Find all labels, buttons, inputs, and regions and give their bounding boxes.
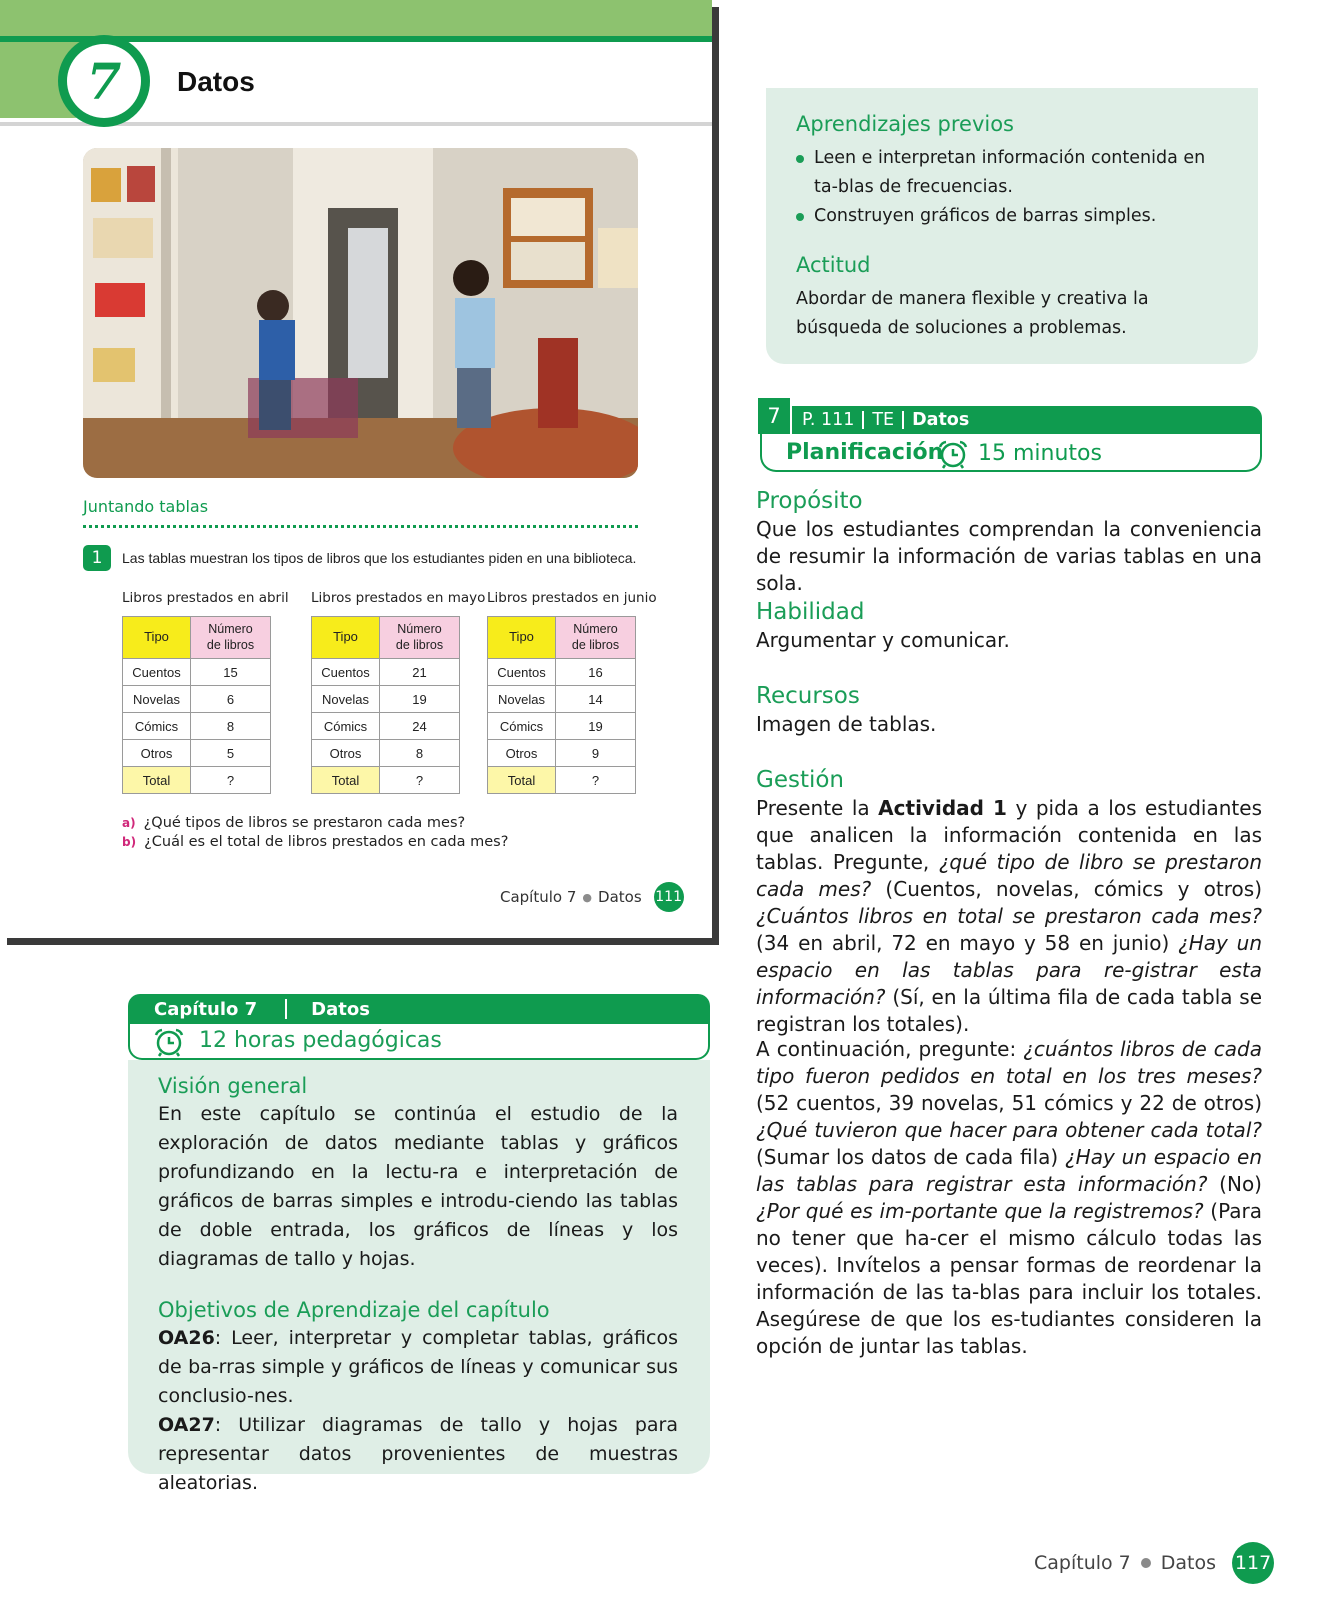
table-cell-tipo: Cuentos [312,659,380,686]
classroom-photo [83,148,638,478]
table-cell-tipo: Otros [488,740,556,767]
table-cell-total-value: ? [556,767,636,794]
alarm-clock-icon [152,1027,186,1057]
table-caption-abril: Libros prestados en abril [122,590,289,606]
chapter-bar [128,994,710,1024]
table-cell-valor: 19 [380,686,460,713]
page-footer-chapter: Capítulo 7 [1034,1552,1131,1574]
table-cell-total-label: Total [488,767,556,794]
section-label: Juntando tablas [83,497,209,516]
table-header-numero: Número de libros [380,617,460,659]
planning-te: TE [872,410,895,430]
table-cell-valor: 8 [380,740,460,767]
table-cell-valor: 24 [380,713,460,740]
chapter-bar-chapter: Capítulo 7 [154,998,258,1020]
page-number: 117 [1232,1542,1274,1584]
table-cell-valor: 6 [191,686,271,713]
table-cell-tipo: Novelas [312,686,380,713]
table-header-tipo: Tipo [488,617,556,659]
planning-chapter-number: 7 [756,396,792,436]
overview-text: En este capítulo se continúa el estudio de la exploración de datos mediante tablas y gráficos profundizando en la lectu-ra e interpretación de gráficos de barras simples e introdu-ciendo las tablas de doble entrada, los gráficos de líneas y los diagramas de tallo y hojas. [158,1103,678,1270]
student-book-page [0,0,712,938]
classroom-photo-illustration [83,148,638,478]
dotted-divider [83,525,638,528]
book-footer-chapter: Capítulo 7 [500,888,577,906]
table-cell-valor: 14 [556,686,636,713]
activity-number-badge: 1 [83,545,111,571]
management-heading: Gestión [756,767,845,793]
prior-learning-heading: Aprendizajes previos [796,112,1014,136]
objective-oa27: OA27: Utilizar diagramas de tallo y hojas para representar datos provenientes de muestras aleatorias. [158,1414,678,1494]
page-footer [1034,1542,1274,1584]
resources-heading: Recursos [756,683,860,709]
management-paragraph-2: A continuación, pregunte: ¿cuántos libros de cada tipo fueron pedidos en total en los tres meses? (52 cuentos, 39 novelas, 51 cómics y 22 de otros) ¿Qué tuvieron que hacer para obtener cada total? (Sumar los datos de cada fila) ¿Hay un espacio en las tablas para registrar esta información? (No) ¿Por qué es im-portante que la registremos? (Para no tener que ha-cer el mismo cálculo todas las veces). Invítelos a pensar formas de reordenar la información de las ta-blas para incluir los totales. Asegúrese de que los es-tudiantes consideren la opción de juntar las tablas. [756,1037,1263,1358]
page-footer-title: Datos [1160,1552,1217,1574]
table-cell-valor: 19 [556,713,636,740]
table-cell-tipo: Otros [312,740,380,767]
table-cell-valor: 15 [191,659,271,686]
planning-bar [792,406,1262,434]
table-mayo [311,616,460,794]
table-cell-valor: 9 [556,740,636,767]
table-cell-total-value: ? [191,767,271,794]
table-cell-total-label: Total [312,767,380,794]
chapter-overview-box [128,1060,710,1494]
table-header-tipo: Tipo [312,617,380,659]
planning-title: Planificación [786,440,944,465]
book-page-footer [500,882,684,912]
attitude-heading: Actitud [796,253,871,277]
book-top-bar [0,0,712,36]
table-junio [487,616,636,794]
bullet-dot-icon: ● [582,890,593,904]
alarm-clock-icon [936,439,970,469]
table-cell-valor: 5 [191,740,271,767]
purpose-text: Que los estudiantes comprendan la conveniencia de resumir la información de varias tablas en una sola. [756,517,1262,595]
separator [862,411,864,429]
question-a: a) ¿Qué tipos de libros se prestaron cada mes? [122,815,466,831]
activity-instruction: Las tablas muestran los tipos de libros que los estudiantes piden en una biblioteca. [122,550,637,566]
list-item: Leen e interpretan información contenida en ta-blas de frecuencias. [796,144,1228,202]
table-caption-junio: Libros prestados en junio [487,590,657,606]
book-page-number: 111 [654,882,684,912]
table-cell-valor: 21 [380,659,460,686]
table-cell-valor: 8 [191,713,271,740]
separator [285,999,287,1019]
table-header-numero: Número de libros [556,617,636,659]
table-cell-valor: 16 [556,659,636,686]
table-cell-tipo: Cuentos [123,659,191,686]
prior-learning-box [766,88,1258,364]
table-caption-mayo: Libros prestados en mayo [311,590,486,606]
objectives-heading: Objetivos de Aprendizaje del capítulo [158,1298,550,1322]
overview-heading: Visión general [158,1074,308,1098]
chapter-bar-topic: Datos [311,998,370,1020]
table-header-numero: Número de libros [191,617,271,659]
list-item: Construyen gráficos de barras simples. [796,202,1228,231]
table-cell-total-value: ? [380,767,460,794]
planning-time: 15 minutos [978,441,1102,466]
table-cell-tipo: Novelas [123,686,191,713]
table-cell-tipo: Novelas [488,686,556,713]
chapter-title: Datos [177,66,255,97]
chapter-hours: 12 horas pedagógicas [199,1028,442,1053]
planning-topic: Datos [912,410,970,430]
chapter-badge [58,35,150,127]
table-header-tipo: Tipo [123,617,191,659]
table-cell-tipo: Cuentos [488,659,556,686]
objective-oa26: OA26: Leer, interpretar y completar tablas, gráficos de ba-rras simple y gráficos de líneas y comunicar sus conclusio-nes. [158,1327,678,1407]
table-cell-tipo: Cómics [312,713,380,740]
management-paragraph-1: Presente la Actividad 1 y pida a los estudiantes que analicen la información contenida en las tablas. Pregunte, ¿qué tipo de libro se prestaron cada mes? (Cuentos, novelas, cómics y otros) ¿Cuántos libros en total se prestaron cada mes? (34 en abril, 72 en mayo y 58 en junio) ¿Hay un espacio en las tablas para re-gistrar esta información? (Sí, en la última fila de cada tabla se registran los totales). [756,796,1262,1036]
table-cell-tipo: Cómics [488,713,556,740]
table-cell-total-label: Total [123,767,191,794]
table-cell-tipo: Cómics [123,713,191,740]
chapter-number: 7 [67,44,141,118]
table-abril [122,616,271,794]
purpose-heading: Propósito [756,488,863,514]
prior-learning-list [796,144,1228,231]
attitude-text: Abordar de manera flexible y creativa la búsqueda de soluciones a problemas. [796,289,1149,338]
planning-page-ref: P. 111 [802,410,855,430]
question-b: b) ¿Cuál es el total de libros prestados en cada mes? [122,834,509,850]
separator [902,411,904,429]
resources-text: Imagen de tablas. [756,712,937,736]
table-cell-tipo: Otros [123,740,191,767]
skill-heading: Habilidad [756,599,865,625]
bullet-dot-icon [1141,1558,1151,1568]
book-footer-title: Datos [598,888,642,906]
skill-text: Argumentar y comunicar. [756,628,1010,652]
